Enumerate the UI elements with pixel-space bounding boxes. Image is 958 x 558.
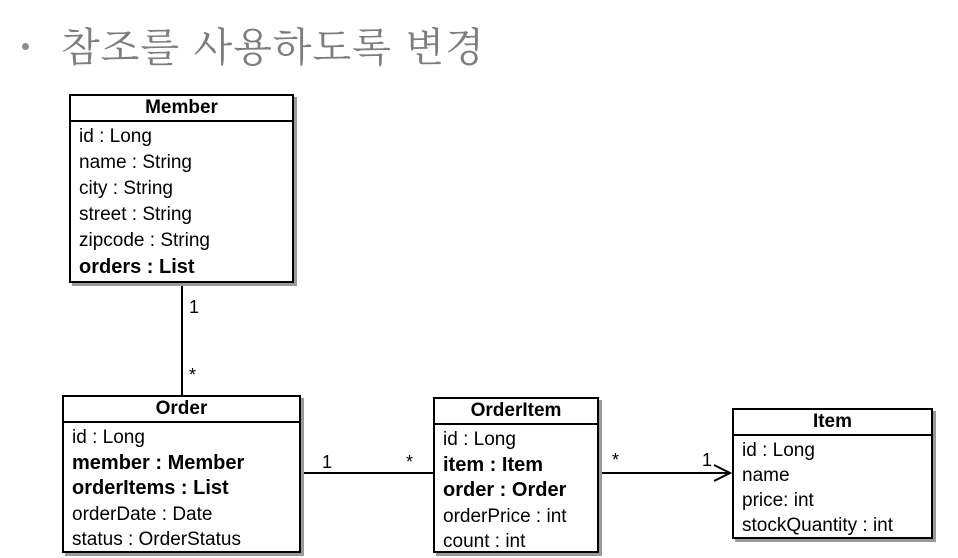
orderitem-attr-id: id : Long [443,429,516,450]
order-orderitem-mult-orderitem: * [406,452,414,472]
class-orderitem-name: OrderItem [435,399,597,425]
member-attr-name: name : String [79,152,192,173]
member-attr-street: street : String [79,204,192,225]
order-attr-orderdate: orderDate : Date [72,503,213,525]
class-item-name: Item [734,410,931,436]
order-attr-orderitems: orderItems : List [72,477,229,499]
member-attr-zipcode: zipcode : String [79,230,210,251]
item-attr-stockquantity: stockQuantity : int [742,515,894,536]
class-orderitem [433,397,599,553]
member-attr-orders: orders : List [79,256,195,278]
item-attr-price: price: int [742,490,814,511]
class-order-name: Order [64,397,299,423]
item-attr-name: name [742,465,790,486]
member-attr-city: city : String [79,178,173,199]
orderitem-attr-order: order : Order [443,479,567,501]
title-text: 참조를 사용하도록 변경 [61,24,485,71]
order-attr-status: status : OrderStatus [72,529,241,550]
orderitem-item-mult-item: 1 [702,450,713,470]
class-member [69,94,294,283]
order-attr-member: member : Member [72,451,245,474]
class-order [62,395,301,553]
order-orderitem-mult-order: 1 [322,452,333,472]
member-attr-id: id : Long [79,126,152,147]
member-order-mult-member: 1 [189,297,200,317]
orderitem-attr-count: count : int [443,531,526,552]
orderitem-attr-orderprice: orderPrice : int [443,505,567,527]
order-attr-id: id : Long [72,427,145,448]
orderitem-item-mult-orderitem: * [612,450,620,470]
class-member-name: Member [71,96,292,122]
item-attr-id: id : Long [742,440,815,461]
class-item [732,408,933,539]
orderitem-attr-item: item : Item [443,453,544,476]
member-order-mult-order: * [189,365,197,385]
